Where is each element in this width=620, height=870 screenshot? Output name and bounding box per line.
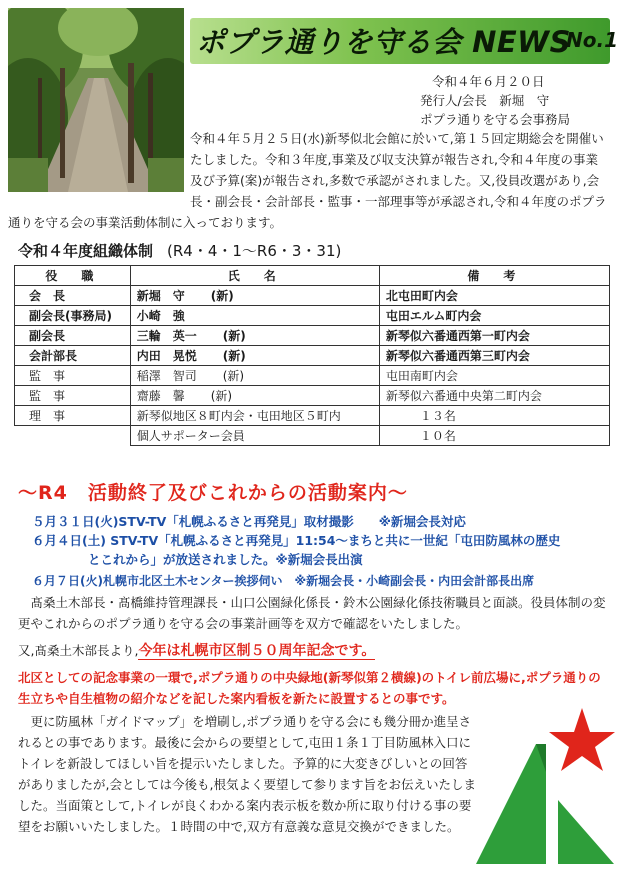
anniversary-line: [18, 640, 375, 660]
table-row: [15, 386, 610, 406]
column-role: 役 職: [15, 266, 131, 286]
publisher: 発行人/会長 新堀 守: [420, 93, 550, 108]
activity-item-2-cont: とこれから」が放送されました。※新堀会長出演: [88, 552, 363, 567]
role-cell: 監 事: [15, 366, 131, 386]
office: ポプラ通りを守る会事務局: [420, 112, 571, 127]
remarks-cell: 新琴似六番通西第三町内会: [379, 346, 609, 366]
anniversary-highlight: 今年は札幌市区制５０周年記念です。: [138, 643, 376, 659]
new-mark: (新): [222, 369, 245, 383]
table-row: [15, 366, 610, 386]
newsletter-title: ポプラ通りを守る会 NEWS: [196, 25, 572, 59]
role-cell: 会計部長: [15, 346, 131, 366]
new-mark: (新): [222, 329, 246, 343]
anniversary-intro: 又,髙桑土木部長より,: [18, 643, 139, 658]
issue-number: No.1: [566, 28, 618, 52]
table-row: [15, 286, 610, 306]
table-row: [15, 346, 610, 366]
member-name: 内田 晃悦: [136, 349, 197, 363]
name-cell: [130, 326, 379, 346]
name-cell: [130, 286, 379, 306]
activity-item-1: ５月３１日(火)STV-TV「札幌ふるさと再発見」取材撮影 ※新堀会長対応: [32, 514, 466, 529]
intro-block: [8, 128, 608, 233]
member-name: 新堀 守: [136, 289, 185, 303]
organization-heading: [18, 240, 341, 261]
role-cell: 理 事: [15, 406, 131, 426]
member-name: 齋藤 馨: [136, 389, 185, 403]
role-cell: 副会長: [15, 326, 131, 346]
name-cell: [130, 386, 379, 406]
new-mark: (新): [210, 389, 233, 403]
activity-item-3: ６月７日(火)札幌市北区土木センター挨拶伺い ※新堀会長・小崎副会長・内田会計部長出席: [32, 574, 535, 588]
closing-paragraph: 更に防風林「ガイドマップ」を増刷し,ポプラ通りを守る会にも幾分冊か進呈されるとの事であります。最後に会からの要望として,屯田１条１丁目防風林入口にトイレを新設してほしい旨を提示いたしました。予算的に大変きびしいとの回答がありましたが,会としては今後も,根気よく要望して参ります旨をお伝えいたしました。当面策として,トイレが良くわかる案内表示板を数か所に取り付ける事の要望をお願いいたしました。１時間の中で,双方有意義な意見交換ができました。: [18, 714, 476, 834]
role-cell: 副会長(事務局): [15, 306, 131, 326]
commemorative-paragraph: 北区としての記念事業の一環で,ポプラ通りの中央緑地(新琴似第２横線)のトイレ前広場に,ポプラ通りの生立ちや自生植物の紹介などを記した案内看板を新たに設置するとの事です。: [18, 670, 601, 706]
remarks-cell: １３名: [379, 406, 609, 426]
name-cell: 個人サポーター会員: [130, 426, 379, 446]
organization-heading-label: 令和４年度組織体制: [18, 242, 154, 260]
member-name: 三輪 英一: [136, 329, 197, 343]
column-remarks: 備 考: [379, 266, 609, 286]
meeting-paragraph: 髙桑土木部長・髙橋維持管理課長・山口公園緑化係長・鈴木公園緑化係技術職員と面談。役員体制の変更やこれからのポプラ通りを守る会の事業計画等を双方で確認をいたしました。: [18, 595, 606, 631]
issue-date: 令和４年６月２０日: [432, 74, 545, 89]
new-mark: (新): [210, 289, 234, 303]
remarks-cell: 屯田エルム町内会: [379, 306, 609, 326]
remarks-cell: １０名: [379, 426, 609, 446]
intro-paragraph: 令和４年５月２５日(水)新琴似北会館に於いて,第１５回定期総会を開催いたしました。令和３年度,事業及び収支決算が報告され,令和４年度の事業及び予算(案)が報告され,多数で承認がされました。又,役員改選があり,会長・副会長・会計部長・監事・一部理事等が承認され,令和４年度のポプラ通りを守る会の事業活動体制に入っております。: [8, 131, 607, 230]
name-cell: 新琴似地区８町内会・屯田地区５町内: [130, 406, 379, 426]
organization-period: (R4・4・1〜R6・3・31): [167, 242, 342, 260]
activity-item-2: ６月４日(土) STV-TV「札幌ふるさと再発見」11:54〜まちと共に一世紀「屯田防風林の歴史: [32, 533, 561, 548]
table-header-row: [15, 266, 610, 286]
remarks-cell: 新琴似六番通中央第二町内会: [379, 386, 609, 406]
member-name: 小崎 強: [136, 309, 185, 323]
role-cell: [15, 426, 131, 446]
role-cell: 会 長: [15, 286, 131, 306]
name-cell: [130, 306, 379, 326]
role-cell: 監 事: [15, 386, 131, 406]
remarks-cell: 新琴似六番通西第一町内会: [379, 326, 609, 346]
table-row: [15, 326, 610, 346]
district-logo-icon: [474, 704, 620, 866]
activities-heading: 〜R4 活動終了及びこれからの活動案内〜: [18, 482, 408, 504]
name-cell: [130, 346, 379, 366]
name-cell: [130, 366, 379, 386]
table-row: [15, 426, 610, 446]
table-row: [15, 406, 610, 426]
new-mark: (新): [222, 349, 246, 363]
remarks-cell: 北屯田町内会: [379, 286, 609, 306]
member-name: 稲澤 智司: [136, 369, 197, 383]
column-name: 氏 名: [130, 266, 379, 286]
table-row: [15, 306, 610, 326]
remarks-cell: 屯田南町内会: [379, 366, 609, 386]
organization-table: [14, 265, 610, 446]
